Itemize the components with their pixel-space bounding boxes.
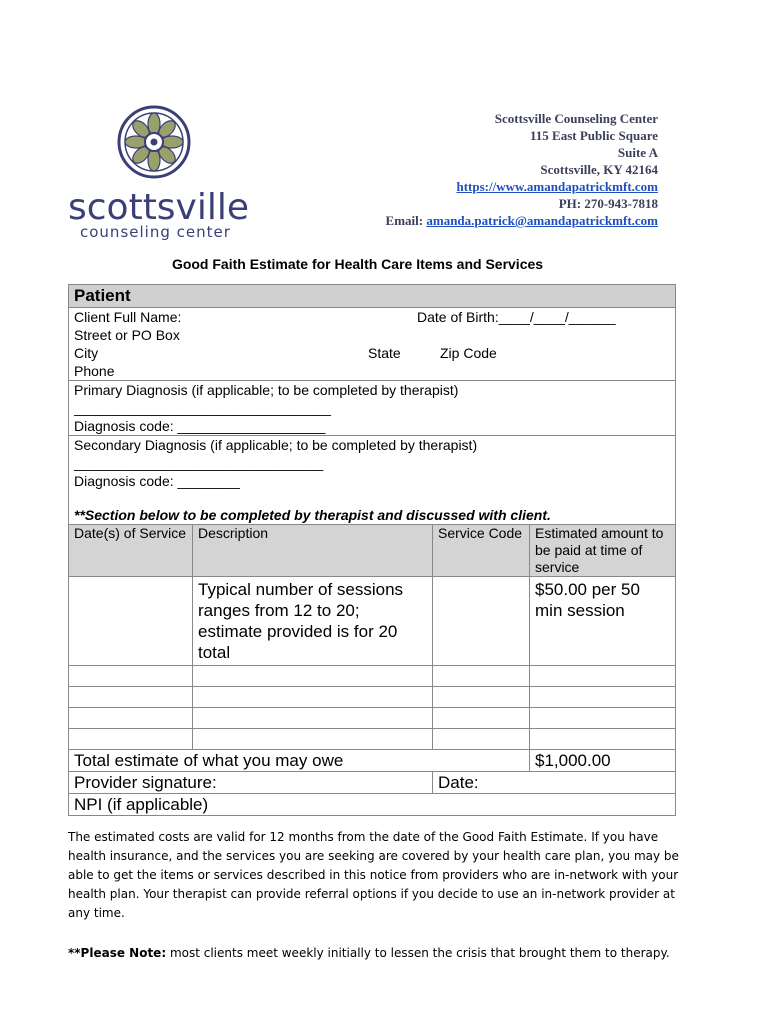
- service-row: [69, 666, 676, 687]
- secondary-diagnosis-block: [69, 436, 676, 525]
- estimate-form: [68, 284, 676, 816]
- service-row: [69, 687, 676, 708]
- service-row: [69, 729, 676, 750]
- logo: [64, 104, 254, 244]
- state-label[interactable]: State: [368, 345, 401, 361]
- total-estimate-label: Total estimate of what you may owe: [69, 750, 530, 772]
- primary-diagnosis-code[interactable]: Diagnosis code: ___________________: [74, 418, 326, 434]
- mandala-logo-icon: [116, 104, 192, 180]
- primary-diagnosis-label: Primary Diagnosis (if applicable; to be completed by therapist): [74, 382, 459, 398]
- service-amount-cell[interactable]: $50.00 per 50 min session: [530, 577, 676, 666]
- please-note-label: **Please Note:: [68, 946, 167, 960]
- total-estimate-value: $1,000.00: [530, 750, 676, 772]
- section-note: **Section below to be completed by therapist and discussed with client.: [74, 507, 551, 523]
- please-note: [68, 944, 708, 963]
- zip-label[interactable]: Zip Code: [440, 345, 497, 361]
- header-service-code: Service Code: [433, 525, 530, 577]
- client-name-label[interactable]: Client Full Name:: [74, 309, 182, 325]
- phone-label[interactable]: Phone: [74, 363, 115, 379]
- city-label[interactable]: City: [74, 345, 99, 361]
- city-state-zip: Scottsville, KY 42164: [540, 162, 658, 177]
- logo-subtitle: counseling center: [80, 223, 231, 241]
- service-row: [69, 577, 676, 666]
- practice-name: Scottsville Counseling Center: [494, 111, 658, 126]
- service-row: [69, 708, 676, 729]
- contact-block: [386, 110, 658, 229]
- provider-signature-label[interactable]: Provider signature:: [69, 772, 433, 794]
- patient-info: [69, 308, 676, 381]
- header-description: Description: [193, 525, 433, 577]
- header-estimated-amount: Estimated amount to be paid at time of service: [530, 525, 676, 577]
- npi-label[interactable]: NPI (if applicable): [69, 794, 676, 816]
- secondary-diagnosis-code[interactable]: Diagnosis code: ________: [74, 473, 240, 489]
- primary-diagnosis-line[interactable]: _________________________________: [74, 400, 331, 416]
- signature-date-label[interactable]: Date:: [433, 772, 676, 794]
- street-address: 115 East Public Square: [530, 128, 658, 143]
- please-note-text: most clients meet weekly initially to lessen the crisis that brought them to therapy.: [166, 946, 670, 960]
- secondary-diagnosis-label: Secondary Diagnosis (if applicable; to be completed by therapist): [74, 437, 478, 453]
- phone-number: PH: 270-943-7818: [558, 196, 658, 211]
- header-date-of-service: Date(s) of Service: [69, 525, 193, 577]
- patient-heading: Patient: [69, 285, 676, 308]
- form-title: Good Faith Estimate for Health Care Items and Services: [171, 256, 544, 272]
- secondary-diagnosis-line[interactable]: ________________________________: [74, 455, 324, 471]
- email-label: Email:: [385, 213, 427, 228]
- service-date-cell[interactable]: [69, 577, 193, 666]
- email-link[interactable]: amanda.patrick@amandapatrickmft.com: [426, 213, 658, 228]
- primary-diagnosis-block: [69, 381, 676, 436]
- logo-wordmark: scottsville: [68, 187, 250, 228]
- service-description-cell[interactable]: Typical number of sessions ranges from 12 to 20; estimate provided is for 20 total: [193, 577, 433, 666]
- dob-label[interactable]: Date of Birth:____/____/______: [417, 309, 616, 325]
- validity-notice: The estimated costs are valid for 12 months from the date of the Good Faith Estimate. If you have health insurance, and the services you are seeking are covered by your health care plan, you may be able to get the items or services described in this notice from providers who are in-network with your health plan. Your therapist can provide referral options if you decide to use an in-network provider at any time.: [68, 830, 679, 920]
- website-link[interactable]: https://www.amandapatrickmft.com: [456, 179, 658, 194]
- street-label[interactable]: Street or PO Box: [74, 327, 180, 343]
- suite: Suite A: [617, 145, 658, 160]
- service-code-cell[interactable]: [433, 577, 530, 666]
